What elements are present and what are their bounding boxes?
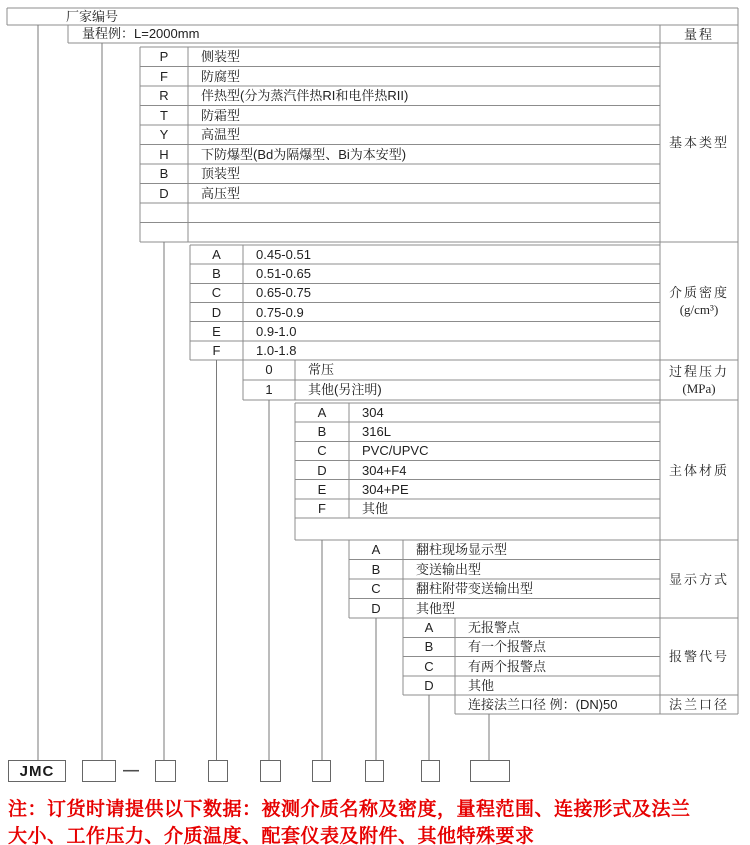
code-cell: D <box>159 185 169 201</box>
desc-cell: 防霜型 <box>201 107 241 123</box>
section-label-alarm-code <box>660 618 738 695</box>
desc-cell: 其他 <box>362 500 389 516</box>
code-cell: T <box>160 107 168 123</box>
code-cell: A <box>317 405 327 420</box>
model-code-box <box>312 760 331 782</box>
desc-cell: 1.0-1.8 <box>256 342 297 358</box>
flange-desc-cell: 连接法兰口径 例：(DN)50 <box>468 697 618 712</box>
section-label-body-material <box>660 400 738 540</box>
code-cell: C <box>371 581 381 596</box>
code-cell: A <box>212 247 221 262</box>
section-label-display-mode <box>660 540 738 618</box>
code-cell: H <box>159 146 169 162</box>
desc-cell: 伴热型(分为蒸汽伴热RI和电伴热RII) <box>201 88 409 103</box>
section-label-line: 显示方式 <box>668 571 729 587</box>
desc-cell: 0.45-0.51 <box>256 247 311 262</box>
desc-cell: 高温型 <box>201 127 241 142</box>
section-label-line: 基本类型 <box>668 135 729 150</box>
range-label-cell: 量程 <box>683 26 714 42</box>
code-cell: E <box>317 481 327 497</box>
code-cell: C <box>317 443 327 459</box>
desc-cell: 316L <box>362 424 391 440</box>
desc-cell: 0.51-0.65 <box>256 266 311 282</box>
desc-cell: 顶装型 <box>201 166 241 181</box>
code-cell: F <box>318 500 326 516</box>
section-label-line: 介质密度 <box>668 285 729 300</box>
code-cell: D <box>211 304 222 320</box>
desc-cell: 304+PE <box>362 481 409 497</box>
section-label-process-pressure <box>660 360 738 400</box>
section-label-line: 过程压力 <box>668 364 729 379</box>
order-note-line-2: 大小、工作压力、介质温度、配套仪表及附件、其他特殊要求 <box>8 826 535 845</box>
code-cell: Y <box>159 127 169 142</box>
code-cell: D <box>424 677 434 693</box>
desc-cell: 304+F4 <box>362 462 407 478</box>
code-cell: B <box>424 639 434 655</box>
code-cell: D <box>371 600 381 616</box>
flange-label-cell: 法兰口径 <box>668 697 729 712</box>
section-label-basic-type <box>660 43 738 242</box>
desc-cell: 下防爆型(Bd为隔爆型、Bi为本安型) <box>201 146 407 162</box>
model-code-box <box>421 760 440 782</box>
code-cell: 0 <box>265 362 273 377</box>
section-label-line: 主体材质 <box>668 462 729 478</box>
code-cell: B <box>317 424 327 440</box>
desc-cell: 变送输出型 <box>416 561 482 577</box>
manufacturer-number-cell: 厂家编号 <box>66 9 119 24</box>
model-code-box <box>208 760 228 782</box>
code-cell: E <box>212 323 221 339</box>
code-cell: A <box>371 542 381 557</box>
code-cell: C <box>211 285 222 301</box>
code-cell: D <box>317 462 327 478</box>
range-example-cell: 量程例：L=2000mm <box>82 26 200 41</box>
code-cell: C <box>424 658 434 674</box>
desc-cell: 其他(另注明) <box>308 382 382 397</box>
model-code-box <box>365 760 384 782</box>
section-label-line: (g/cm³) <box>679 302 719 317</box>
model-code-box <box>470 760 510 782</box>
model-code-box <box>82 760 116 782</box>
desc-cell: 其他型 <box>416 600 456 616</box>
code-cell: P <box>159 49 169 64</box>
desc-cell: 0.9-1.0 <box>256 323 297 339</box>
desc-cell: 0.75-0.9 <box>256 304 304 320</box>
model-separator: — <box>123 762 139 779</box>
desc-cell: 防腐型 <box>201 68 241 84</box>
code-cell: B <box>371 561 381 577</box>
desc-cell: 常压 <box>308 362 335 377</box>
code-cell: B <box>212 266 221 282</box>
code-cell: R <box>159 88 169 103</box>
desc-cell: 304 <box>362 405 384 420</box>
desc-cell: PVC/UPVC <box>362 443 429 459</box>
code-cell: A <box>424 620 434 635</box>
desc-cell: 0.65-0.75 <box>256 285 311 301</box>
desc-cell: 有两个报警点 <box>468 658 547 674</box>
desc-cell: 有一个报警点 <box>468 639 547 655</box>
code-cell: B <box>159 166 169 181</box>
desc-cell: 高压型 <box>201 185 241 201</box>
model-code-box <box>260 760 281 782</box>
desc-cell: 翻柱现场显示型 <box>416 542 508 557</box>
section-label-line: 报警代号 <box>668 649 729 664</box>
desc-cell: 其他 <box>468 677 495 693</box>
code-cell: F <box>160 68 168 84</box>
desc-cell: 翻柱附带变送输出型 <box>416 581 534 596</box>
section-label-line: (MPa) <box>682 381 716 396</box>
order-note-line-1: 注：订货时请提供以下数据：被测介质名称及密度，量程范围、连接形式及法兰 <box>8 799 691 820</box>
model-code-box <box>155 760 176 782</box>
model-prefix-box: JMC <box>8 760 66 782</box>
section-label-medium-density <box>660 242 738 360</box>
desc-cell: 侧装型 <box>201 49 241 64</box>
code-cell: 1 <box>265 382 273 397</box>
code-cell: F <box>212 342 221 358</box>
desc-cell: 无报警点 <box>468 620 521 635</box>
